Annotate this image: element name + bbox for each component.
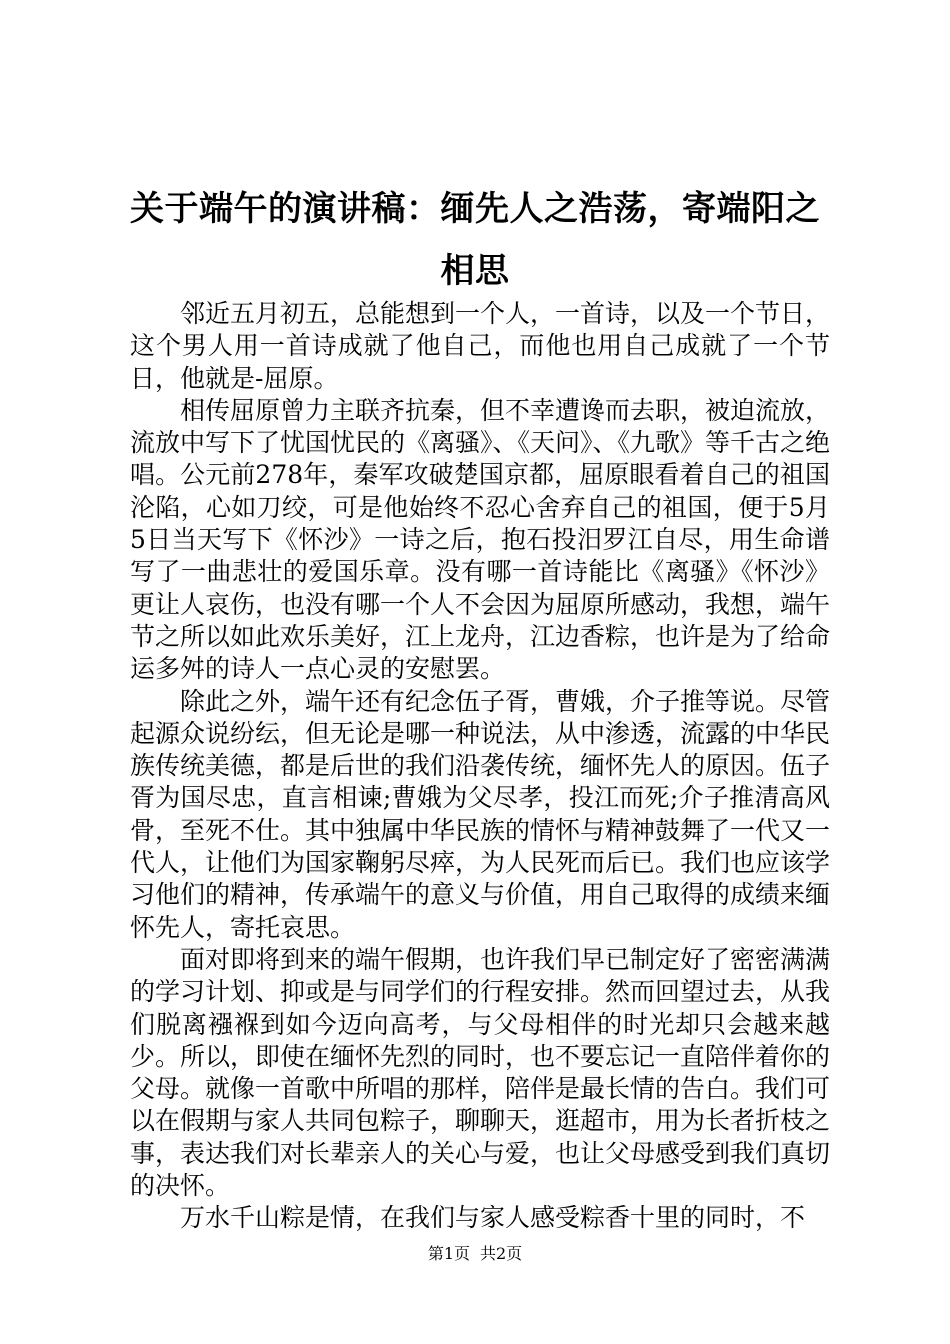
paragraph-1: 邻近五月初五，总能想到一个人，一首诗，以及一个节日，这个男人用一首诗成就了他自己，而他也用自己成就了一个节日，他就是-屈原。: [130, 299, 831, 393]
page-footer: [0, 1242, 950, 1266]
page-number: 第1页: [427, 1244, 470, 1263]
document-body: [130, 298, 830, 1235]
paragraph-2: 相传屈原曾力主联齐抗秦，但不幸遭谗而去职，被迫流放，流放中写下了忧国忧民的《离骚》、《天问》、《九歌》等千古之绝唱。公元前278年，秦军攻破楚国京都，屈原眼看着自己的祖国沦陷，心如刀绞，可是他始终不忍心舍弃自己的祖国，便于5月5日当天写下《怀沙》一诗之后，抱石投汨罗江自尽，用生命谱写了一曲悲壮的爱国乐章。没有哪一首诗能比《离骚》《怀沙》更让人哀伤，也没有哪一个人不会因为屈原所感动，我想，端午节之所以如此欢乐美好，江上龙舟，江边香粽，也许是为了给命运多舛的诗人一点心灵的安慰罢。: [130, 395, 831, 684]
paragraph-5: 万水千山粽是情，在我们与家人感受粽香十里的同时，不: [180, 1203, 806, 1233]
paragraph-4: 面对即将到来的端午假期，也许我们早已制定好了密密满满的学习计划、抑或是与同学们的行程安排。然而回望过去，从我们脱离襁褓到如今迈向高考，与父母相伴的时光却只会越来越少。所以，即使在缅怀先烈的同时，也不要忘记一直陪伴着你的父母。就像一首歌中所唱的那样，陪伴是最长情的告白。我们可以在假期与家人共同包粽子，聊聊天，逛超市，用为长者折枝之事，表达我们对长辈亲人的关心与爱，也让父母感受到我们真切的决怀。: [130, 944, 831, 1201]
paragraph-3: 除此之外，端午还有纪念伍子胥，曹娥，介子推等说。尽管起源众说纷纭，但无论是哪一种说法，从中渗透，流露的中华民族传统美德，都是后世的我们沿袭传统，缅怀先人的原因。伍子胥为国尽忠，直言相谏;曹娥为父尽孝，投江而死;介子推清高风骨，至死不仕。其中独属中华民族的情怀与精神鼓舞了一代又一代人，让他们为国家鞠躬尽瘁，为人民死而后已。我们也应该学习他们的精神，传承端午的意义与价值，用自己取得的成绩来缅怀先人，寄托哀思。: [130, 686, 831, 942]
page-total: 共2页: [480, 1244, 523, 1263]
document-title: 关于端午的演讲稿：缅先人之浩荡，寄端阳之相思: [130, 189, 820, 291]
